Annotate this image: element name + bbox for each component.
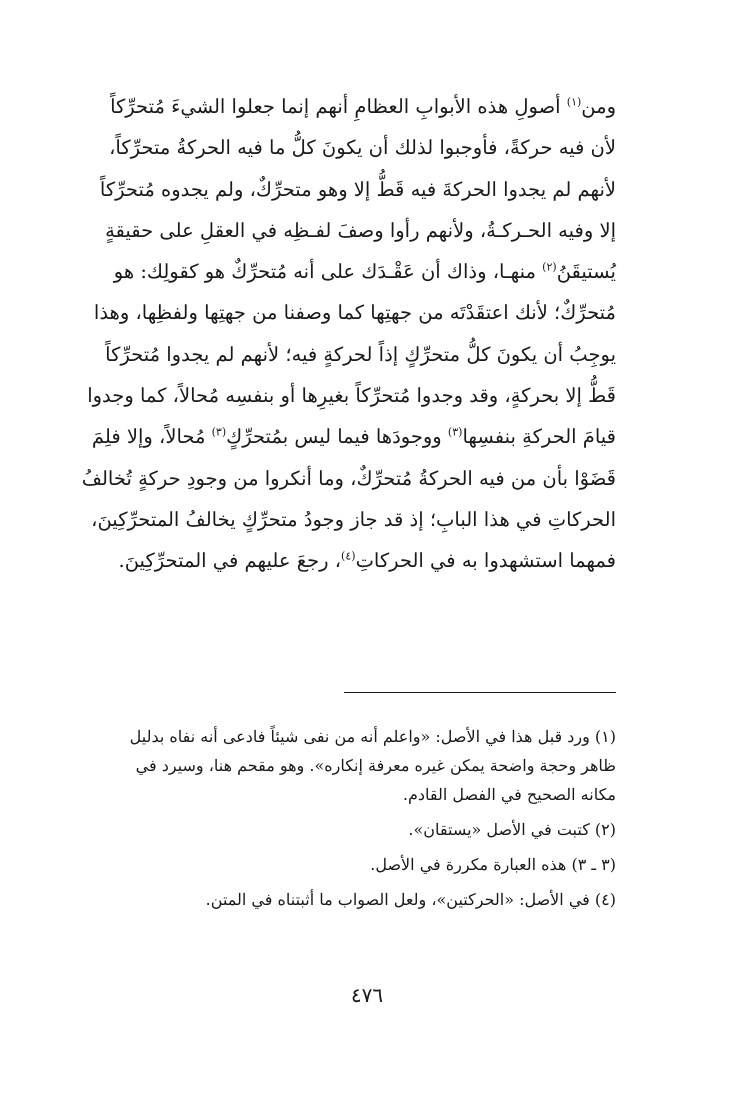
footnotes-section: [108, 722, 616, 920]
footnote-ref-1: (١): [566, 95, 582, 109]
footnote-4: [108, 885, 616, 914]
main-text-body: [81, 86, 616, 582]
footnote-line: مكانه الصحيح في الفصل القادم.: [402, 785, 616, 804]
text-line-2: لأن فيه حركةً، فأوجبوا لذلك أن يكونَ كلُّ ما فيه الحركةُ متحرِّكاً،: [109, 136, 616, 160]
footnote-3: [108, 850, 616, 879]
text-line-8: قَطُّ إلا بحركةٍ، وقد وجدوا مُتحرِّكاً بغيرِها أو بنفسِه مُحالاً، كما وجدوا: [87, 384, 616, 408]
footnote-ref-3-end: (٣): [211, 425, 227, 439]
footnote-1: [108, 722, 616, 809]
footnote-line: (٢) كتبت في الأصل «يستقان».: [408, 820, 616, 839]
text-line-3: لأنهم لم يجدوا الحركةَ فيه قَطُّ إلا وهو متحرِّكٌ، ولم يجدوه مُتحرِّكاً: [99, 177, 616, 201]
footnote-2: [108, 815, 616, 844]
footnote-ref-4: (٤): [341, 549, 356, 563]
text-line-12: فمهما استشهدوا به في الحركاتِ$^{(٤)}$، رجعَ عليهم في المتحرِّكِينَ.: [118, 549, 616, 573]
footnote-line: (١) ورد قبل هذا في الأصل: «واعلم أنه من نفى شيئاً فادعى أنه نفاه بدليل: [129, 727, 616, 746]
text-line-11: الحركاتِ في هذا البابِ؛ إذ قد جاز وجودُ متحرِّكٍ يخالفُ المتحرِّكِينَ،: [91, 507, 616, 531]
footnote-line: (٣ ـ ٣) هذه العبارة مكررة في الأصل.: [370, 855, 616, 874]
page-number: ٤٧٦: [350, 983, 384, 1007]
text-line-10: قَضَوْا بأن من فيه الحركةُ مُتحرِّكٌ، وما أنكروا من وجودِ حركةٍ تُخالفُ: [81, 466, 616, 490]
text-line-9: قيامَ الحركةِ بنفسِها$^{(٣)}$ ووجودَها فيما ليس بمُتحرِّكٍ$^{(٣)}$ مُحالاً، وإلا فلِمَ: [91, 425, 616, 449]
text-line-5: يُستيقَنُ$^{(٢)}$ منهـا، وذاك أن عَقْـدَك على أنه مُتحرِّكٌ هو كقولِك: هو: [113, 260, 616, 284]
footnote-line: ظاهر وحجة واضحة يمكن غيره معرفة إنكاره». وهو مقحم هنا، وسيرد في: [135, 756, 616, 775]
footnote-line: (٤) في الأصل: «الحركتين»، ولعل الصواب ما أثبتناه في المتن.: [205, 890, 616, 909]
text-line-4: إلا وفيه الحـركـةُ، ولأنهم رأوا وصفَ لفـظِه في العقلِ على حقيقةٍ: [105, 218, 616, 242]
footnote-ref-2: (٢): [542, 260, 557, 274]
text-line-1: ومن$^{(١)}$ أصولِ هذه الأبوابِ العظامِ أنهم إنما جعلوا الشيءَ مُتحرِّكاً: [110, 95, 616, 118]
footnote-ref-3-start: (٣): [447, 425, 463, 439]
footnote-divider: [344, 692, 616, 693]
text-line-7: يوجِبُ أن يكونَ كلُّ متحرِّكٍ إذاً لحركةٍ فيه؛ لأنهم لم يجدوا مُتحرِّكاً: [105, 342, 616, 366]
text-line-6: مُتحرِّكٌ؛ لأنك اعتقَدْتَه من جهتِها كما وصفنا من جهتِها ولفظِها، وهذا: [93, 301, 616, 325]
